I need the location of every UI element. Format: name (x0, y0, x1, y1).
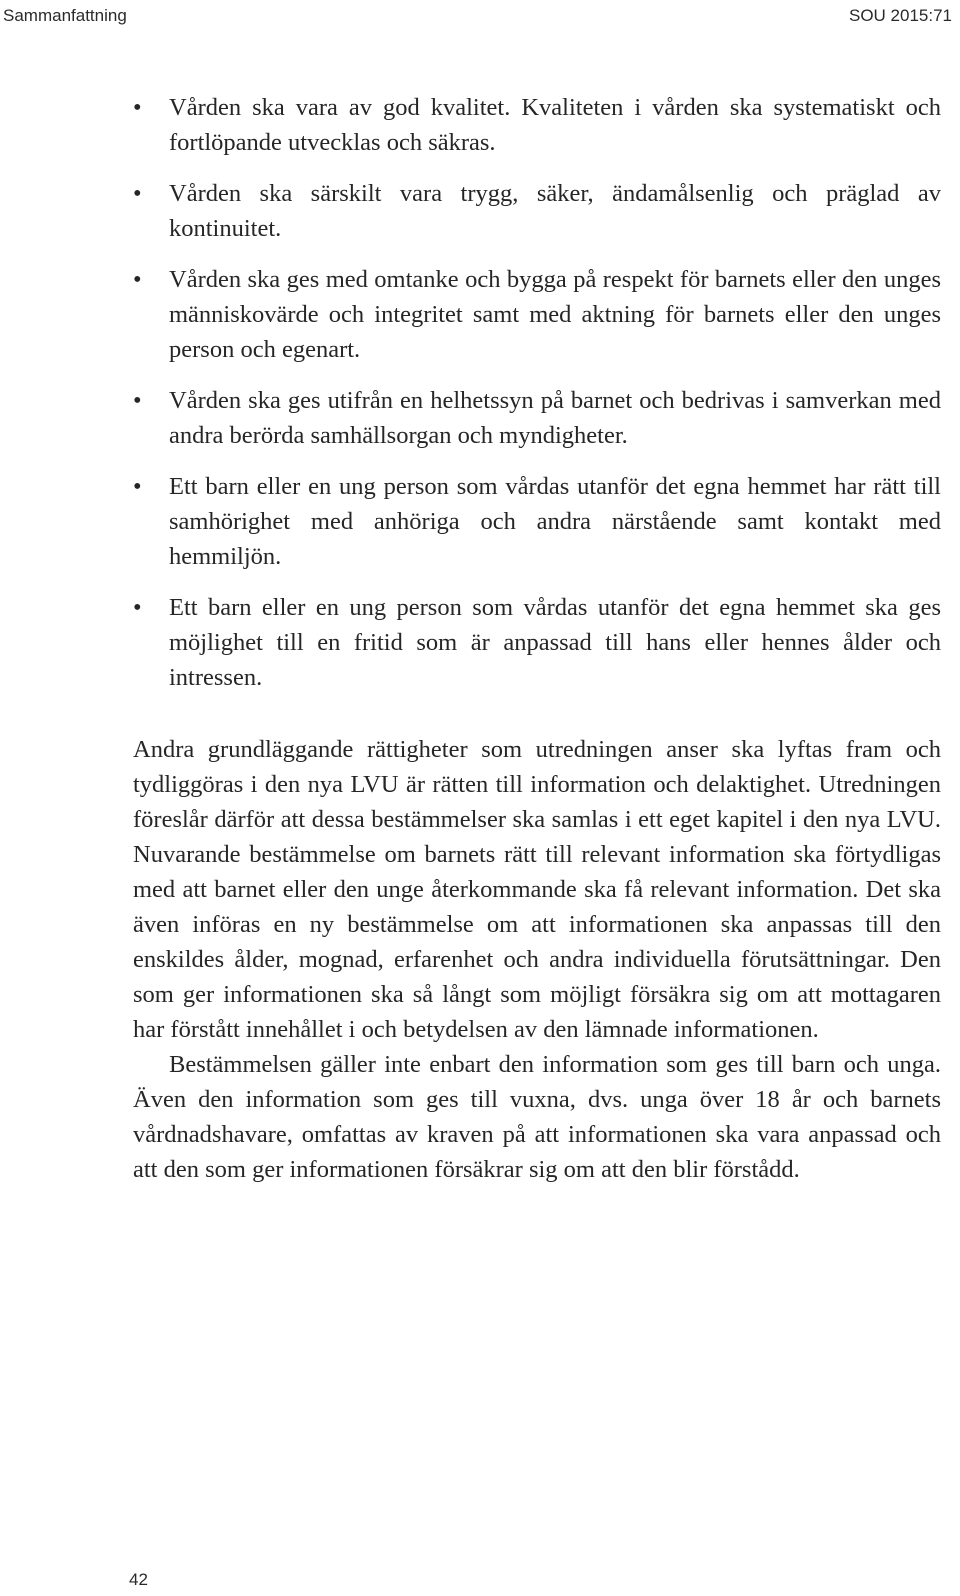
bullet-item (133, 262, 941, 367)
bullet-icon: • (133, 94, 142, 121)
page-content (133, 90, 941, 1187)
document-reference: SOU 2015:71 (848, 6, 952, 25)
bullet-text: Ett barn eller en ung person som vårdas utanför det egna hemmet har rätt till samhörighet med anhöriga och andra närstående samt kontakt med hemmiljön. (169, 473, 941, 570)
section-title: Sammanfattning (3, 6, 127, 25)
bullet-item (133, 590, 941, 695)
bullet-text: Vården ska vara av god kvalitet. Kvaliteten i vården ska systematiskt och fortlöpande utvecklas och säkras. (169, 94, 941, 156)
bullet-icon: • (133, 180, 142, 207)
bullet-icon: • (133, 473, 142, 500)
bullet-text: Vården ska särskilt vara trygg, säker, ändamålsenlig och präglad av kontinuitet. (169, 180, 941, 242)
body-paragraph: Bestämmelsen gäller inte enbart den information som ges till barn och unga. Även den information som ges till vuxna, dvs. unga över 18 år och barnets vårdnadshavare, omfattas av kraven på att informationen ska vara anpassad och att den som ger informationen försäkrar sig om att den blir förstådd. (133, 1051, 941, 1183)
bullet-item (133, 383, 941, 453)
bullet-icon: • (133, 594, 142, 621)
body-paragraph: Andra grundläggande rättigheter som utredningen anser ska lyftas fram och tydliggöras i den nya LVU är rätten till information och delaktighet. Utredningen föreslår därför att dessa bestämmelser ska samlas i ett eget kapitel i den nya LVU. Nuvarande bestämmelse om barnets rätt till relevant information ska förtydligas med att barnet eller den unge återkommande ska få relevant information. Det ska även införas en ny bestämmelse om att informationen ska anpassas till den enskildes ålder, mognad, erfarenhet och andra individuella förutsättningar. Den som ger informationen ska så långt som möjligt försäkra sig om att mottagaren har förstått innehållet i och betydelsen av den lämnade informationen. (133, 736, 941, 1043)
bullet-item (133, 90, 941, 160)
page-number: 42 (129, 1570, 148, 1589)
bullet-item (133, 176, 941, 246)
running-header (0, 6, 952, 30)
bullet-text: Vården ska ges med omtanke och bygga på respekt för barnets eller den unges människovärde och integritet samt med aktning för barnets eller den unges person och egenart. (169, 266, 941, 363)
bullet-icon: • (133, 266, 142, 293)
bullet-text: Vården ska ges utifrån en helhetssyn på barnet och bedrivas i samverkan med andra berörda samhällsorgan och myndigheter. (169, 387, 941, 449)
bullet-text: Ett barn eller en ung person som vårdas utanför det egna hemmet ska ges möjlighet till en fritid som är anpassad till hans eller hennes ålder och intressen. (169, 594, 941, 691)
bullet-icon: • (133, 387, 142, 414)
bullet-item (133, 469, 941, 574)
bullet-list (133, 90, 941, 695)
